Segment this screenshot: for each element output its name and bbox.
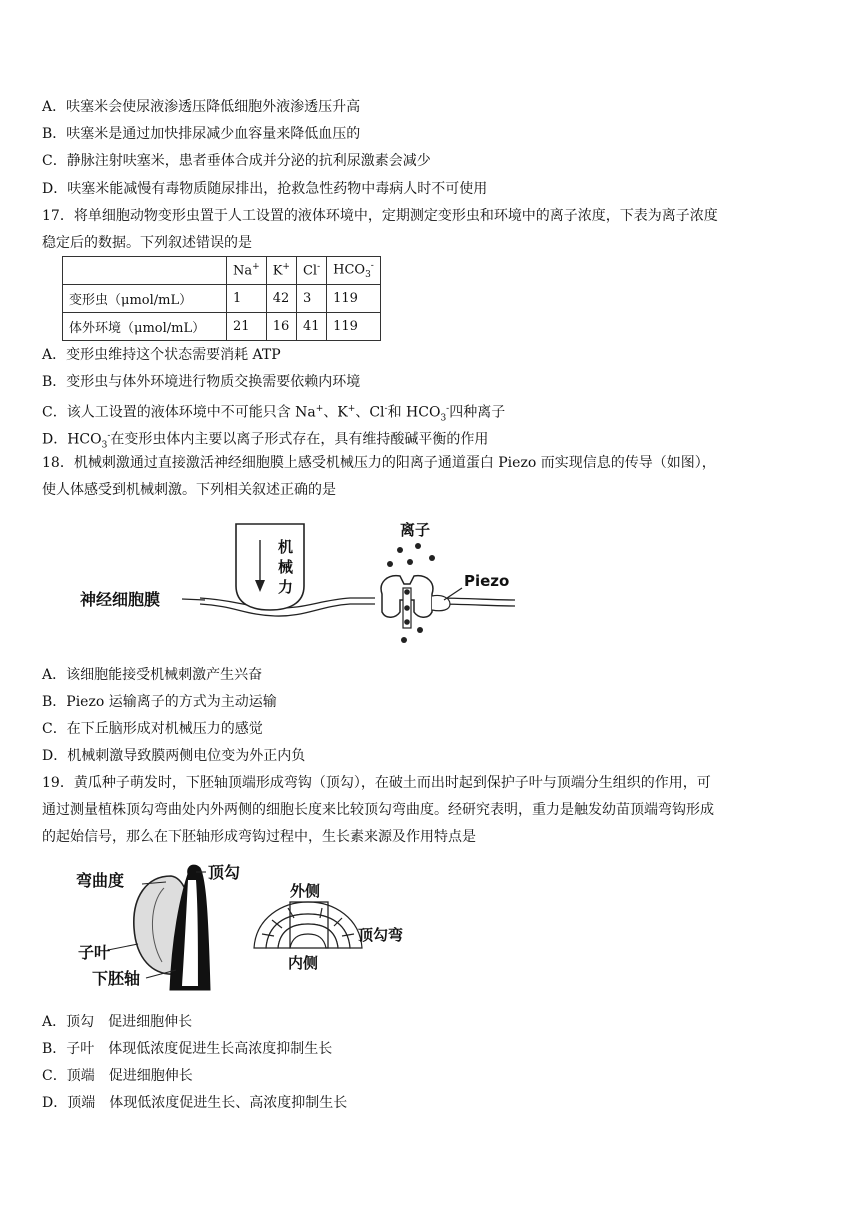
q16-option-a: A．呋塞米会使尿液渗透压降低细胞外液渗透压升高 [42,99,361,115]
piezo-figure [70,512,530,657]
q19-stem-line3: 的起始信号，那么在下胚轴形成弯钩过程中，生长素来源及作用特点是 [42,829,476,845]
q16-option-c: C．静脉注射呋塞米，患者垂体合成并分泌的抗利尿激素会减少 [42,153,431,169]
q19-stem-line2: 通过测量植株顶勾弯曲处内外两侧的细胞长度来比较顶勾弯曲度。经研究表明，重力是触发幼苗顶端弯钩形成 [42,802,714,818]
q17-option-a: A．变形虫维持这个状态需要消耗 ATP [42,347,281,363]
hypocotyl-label: 下胚轴 [92,969,141,988]
table-cell: 119 [327,285,381,313]
pressing-block [236,524,304,610]
inner-label: 内侧 [288,954,319,972]
q17-stem-line1: 17．将单细胞动物变形虫置于人工设置的液体环境中，定期测定变形虫和环境中的离子浓度，下表为离子浓度 [42,208,718,224]
cotyledon-label: 子叶 [78,943,111,962]
q19-option-c: C．顶端 促进细胞伸长 [42,1068,193,1084]
table-cell: 119 [327,313,381,341]
force-char: 力 [278,578,294,596]
ion-label: 离子 [400,521,431,539]
q17-option-c: C．该人工设置的液体环境中不可能只含 Na+、K+、Cl-和 $HCO_3^-$四种离子 [42,404,506,424]
outer-label: 外侧 [290,882,321,900]
table-header-k: K+ [266,257,296,285]
table-header-na: Na+ [227,257,267,285]
q19-option-d: D．顶端 体现低浓度促进生长、高浓度抑制生长 [42,1095,348,1111]
table-cell-label: 体外环境（μmol/mL） [63,313,227,341]
table-cell: 21 [227,313,267,341]
hook-bend-label: 顶勾弯 [358,926,404,944]
table-header-cl: Cl- [296,257,326,285]
ion-table [62,256,381,341]
table-header-row [63,257,381,285]
table-header-hco3: $HCO_3^-$ [327,257,381,285]
q18-option-d: D．机械刺激导致膜两侧电位变为外正内负 [42,748,306,764]
force-char: 机 [278,538,294,556]
q19-stem-line1: 19．黄瓜种子萌发时，下胚轴顶端形成弯钩（顶勾），在破土而出时起到保护子叶与顶端分生组织的作用，可 [42,775,711,791]
hook-label: 顶勾 [208,863,241,882]
q18-stem-line2: 使人体感受到机械刺激。下列相关叙述正确的是 [42,482,336,498]
q17-option-d: D．$HCO_3^-$在变形虫体内主要以离子形式存在，具有维持酸碱平衡的作用 [42,431,489,451]
table-cell: 16 [266,313,296,341]
q18-stem-line1: 18．机械刺激通过直接激活神经细胞膜上感受机械压力的阳离子通道蛋白 Piezo 而实现信息的传导（如图）， [42,455,716,471]
table-cell: 41 [296,313,326,341]
table-cell: 1 [227,285,267,313]
q19-option-b: B．子叶 体现低浓度促进生长高浓度抑制生长 [42,1041,333,1057]
q17-stem-line2: 稳定后的数据。下列叙述错误的是 [42,235,252,251]
piezo-label: Piezo [464,572,510,590]
table-cell: 42 [266,285,296,313]
table-row [63,313,381,341]
force-char: 械 [278,558,294,576]
curvature-label: 弯曲度 [76,871,125,890]
q17-option-b: B．变形虫与体外环境进行物质交换需要依赖内环境 [42,374,361,390]
q19-option-a: A．顶勾 促进细胞伸长 [42,1014,193,1030]
table-cell: 3 [296,285,326,313]
seedling-figure [76,858,436,998]
q16-option-d: D．呋塞米能减慢有毒物质随尿排出，抢救急性药物中毒病人时不可使用 [42,181,488,197]
hook-cells [254,902,362,948]
q16-option-b: B．呋塞米是通过加快排尿减少血容量来降低血压的 [42,126,361,142]
q18-option-c: C．在下丘脑形成对机械压力的感觉 [42,721,263,737]
table-cell-label: 变形虫（μmol/mL） [63,285,227,313]
table-header-empty [63,257,227,285]
table-row [63,285,381,313]
membrane-label: 神经细胞膜 [80,590,161,609]
q18-option-a: A．该细胞能接受机械刺激产生兴奋 [42,667,263,683]
q18-option-b: B．Piezo 运输离子的方式为主动运输 [42,694,277,710]
